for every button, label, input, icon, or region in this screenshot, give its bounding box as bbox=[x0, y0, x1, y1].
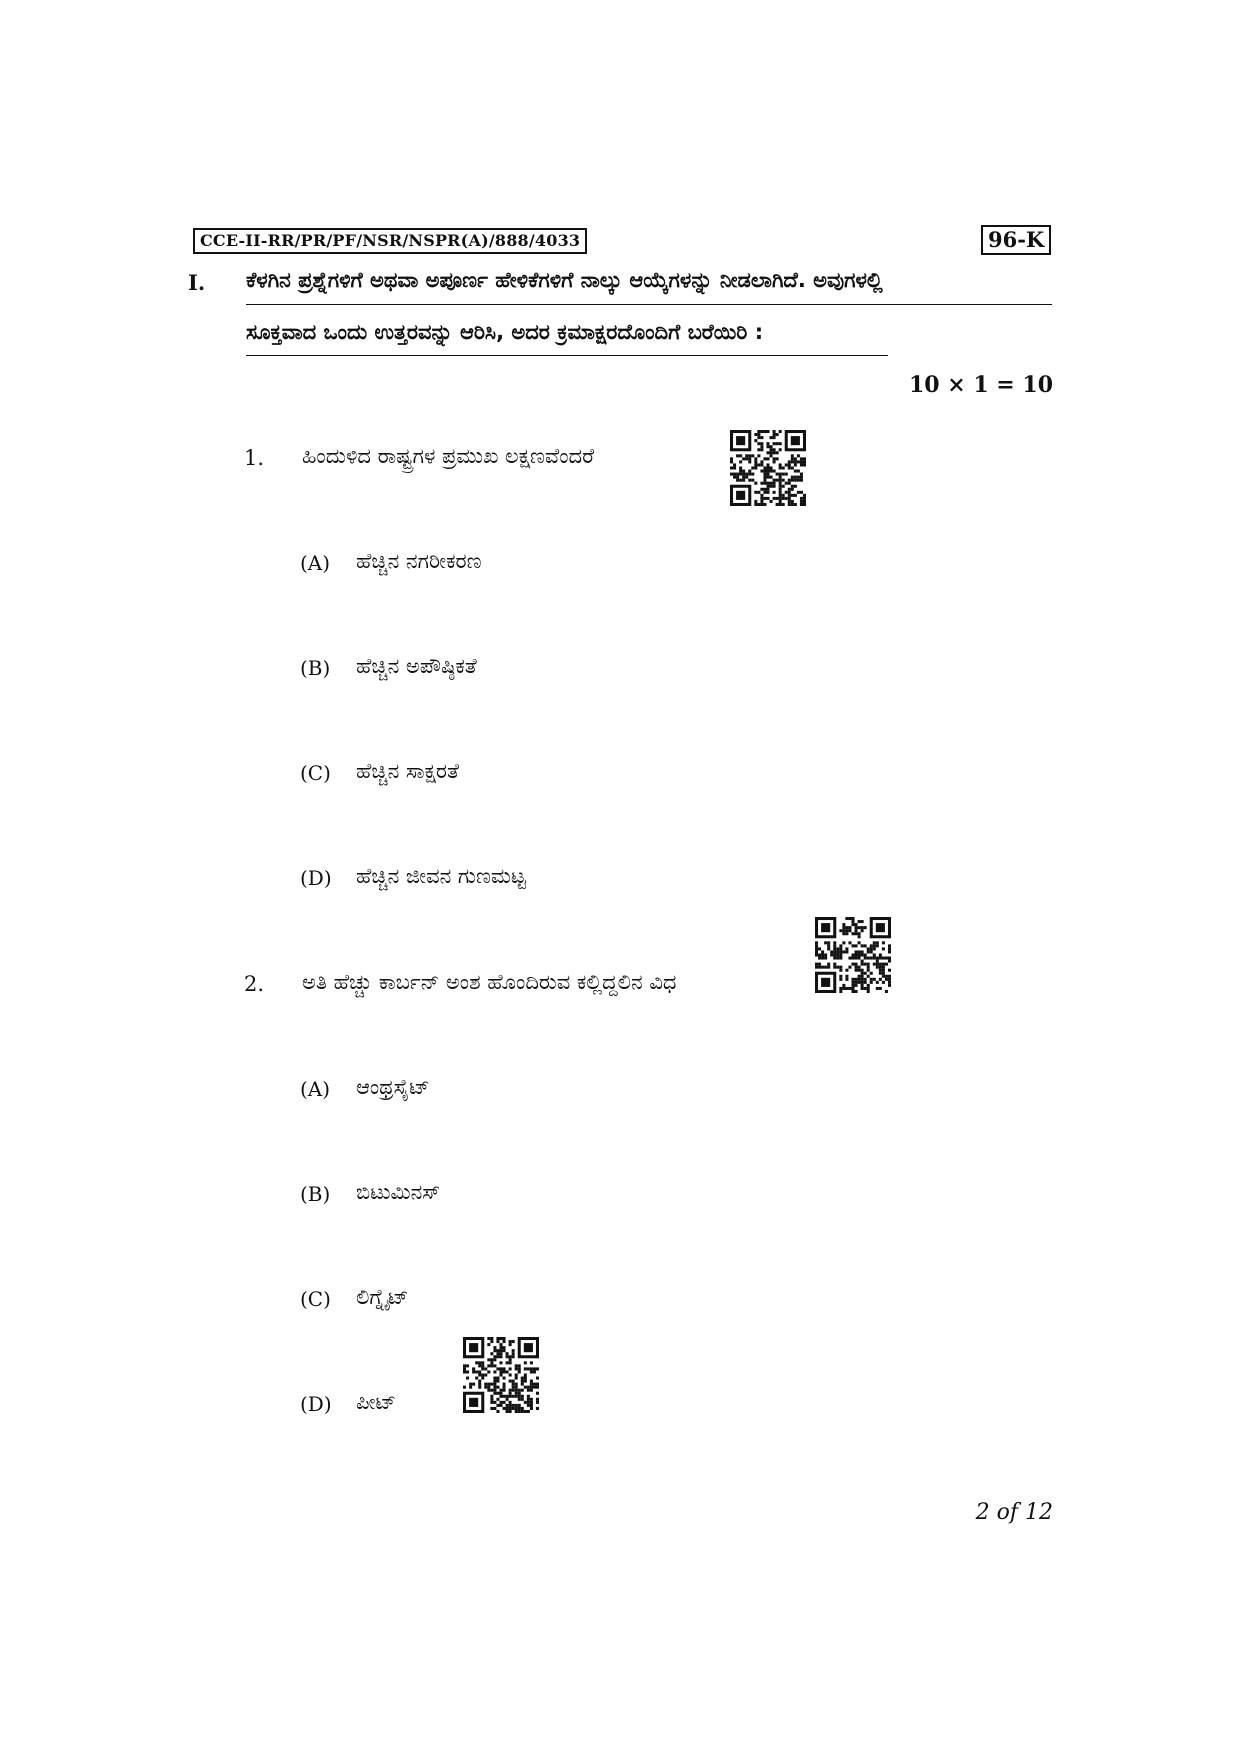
option-letter: (C) bbox=[300, 1287, 331, 1311]
section-marks: 10 × 1 = 10 bbox=[908, 372, 1053, 398]
question-text: ಹಿಂದುಳಿದ ರಾಷ್ಟ್ರಗಳ ಪ್ರಮುಖ ಲಕ್ಷಣವೆಂದರೆ bbox=[302, 444, 595, 468]
question-number: 1. bbox=[244, 446, 265, 470]
option-text: ಹೆಚ್ಚಿನ ನಗರೀಕರಣ bbox=[356, 549, 482, 573]
option-letter: (D) bbox=[300, 866, 332, 890]
qr-code-icon bbox=[815, 917, 891, 993]
option-text: ಬಿಟುಮಿನಸ್ bbox=[356, 1180, 441, 1204]
instruction-underline-2 bbox=[246, 355, 888, 356]
option-text: ಲಿಗ್ನೈಟ್ bbox=[356, 1285, 409, 1309]
option-text: ಹೆಚ್ಚಿನ ಸಾಕ್ಷರತೆ bbox=[356, 759, 459, 783]
option-letter: (C) bbox=[300, 761, 331, 785]
option-text: ಹೆಚ್ಚಿನ ಜೀವನ ಗುಣಮಟ್ಟ bbox=[356, 864, 527, 888]
section-number: I. bbox=[188, 270, 206, 295]
option-letter: (B) bbox=[300, 1182, 331, 1206]
option-letter: (A) bbox=[300, 1077, 331, 1101]
option-letter: (A) bbox=[300, 551, 331, 575]
question-text: ಅತಿ ಹೆಚ್ಚು ಕಾರ್ಬನ್ ಅಂಶ ಹೊಂದಿರುವ ಕಲ್ಲಿದ್ದಲಿನ ವಿಧ bbox=[302, 970, 677, 994]
option-text: ಹೆಚ್ಚಿನ ಅಪೌಷ್ಠಿಕತೆ bbox=[356, 654, 477, 678]
page-number: 2 of 12 bbox=[975, 1500, 1053, 1525]
instruction-line-1: ಕೆಳಗಿನ ಪ್ರಶ್ನೆಗಳಿಗೆ ಅಥವಾ ಅಪೂರ್ಣ ಹೇಳಿಕೆಗಳಿಗೆ ನಾಲ್ಕು ಆಯ್ಕೆಗಳನ್ನು ನೀಡಲಾಗಿದೆ. ಅವುಗಳಲ್ಲಿ bbox=[246, 268, 883, 292]
document-code: CCE-II-RR/PR/PF/NSR/NSPR(A)/888/4033 bbox=[193, 228, 587, 254]
option-text: ಪೀಟ್ bbox=[356, 1390, 397, 1414]
question-number: 2. bbox=[244, 972, 265, 996]
option-text: ಆಂಥ್ರಸೈಟ್ bbox=[356, 1075, 430, 1099]
instruction-line-2: ಸೂಕ್ತವಾದ ಒಂದು ಉತ್ತರವನ್ನು ಆರಿಸಿ, ಅದರ ಕ್ರಮಾಕ್ಷರದೊಂದಿಗೆ ಬರೆಯಿರಿ : bbox=[246, 320, 764, 344]
qr-code-icon bbox=[730, 430, 806, 506]
option-letter: (B) bbox=[300, 656, 331, 680]
qr-code-icon bbox=[463, 1337, 539, 1413]
paper-code-badge: 96-K bbox=[981, 225, 1051, 255]
instruction-underline-1 bbox=[246, 304, 1052, 305]
option-letter: (D) bbox=[300, 1392, 332, 1416]
